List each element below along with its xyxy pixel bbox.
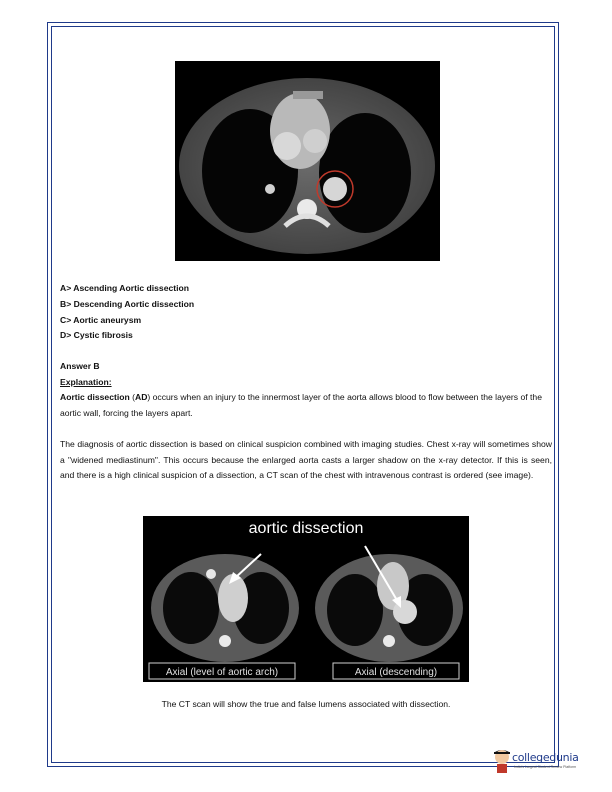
logo-name: collegedunia bbox=[512, 751, 579, 764]
figure-caption: The CT scan will show the true and false lumens associated with dissection. bbox=[161, 699, 451, 709]
figure-label-right: Axial (descending) bbox=[354, 667, 438, 678]
option-d: D> Cystic fibrosis bbox=[60, 330, 133, 341]
option-c: C> Aortic aneurysm bbox=[60, 314, 142, 325]
mascot-icon bbox=[492, 748, 512, 774]
abbr-ad: AD bbox=[134, 392, 148, 402]
option-a: A> Ascending Aortic dissection bbox=[60, 283, 190, 293]
abbr-open: ( bbox=[129, 392, 135, 402]
collegedunia-logo bbox=[492, 748, 602, 776]
answer-text: Answer B bbox=[60, 361, 100, 371]
explanation-paragraph-2: The diagnosis of aortic dissection is based on clinical suspicion combined with imaging studies. Chest x-ray will sometimes show a "widened mediastinum". This occurs because the enlarged aorta casts a larger shadow on the x-ray detector. If this is seen, and there is a high clinical suspicion of a dissection, a CT scan of the chest with intravenous contrast is ordered (see image). bbox=[60, 439, 552, 481]
figure-title: aortic dissection bbox=[248, 520, 364, 537]
ct-scan-image bbox=[175, 61, 440, 261]
ct-dissection-figure bbox=[143, 516, 469, 682]
explanation-paragraph-1 bbox=[60, 390, 550, 421]
figure-label-left: Axial (level of aortic arch) bbox=[165, 667, 279, 678]
logo-tagline: India's Largest Student Review Platform bbox=[514, 765, 577, 769]
answer-options bbox=[60, 281, 194, 344]
paragraph1-rest: ) occurs when an injury to the innermost layer of the aorta allows blood to flow between the layers of the aortic wall, forcing the layers apart. bbox=[60, 392, 542, 418]
term-aortic-dissection: Aortic dissection bbox=[60, 392, 130, 402]
option-b: B> Descending Aortic dissection bbox=[60, 298, 195, 309]
explanation-label: Explanation: bbox=[60, 377, 112, 387]
